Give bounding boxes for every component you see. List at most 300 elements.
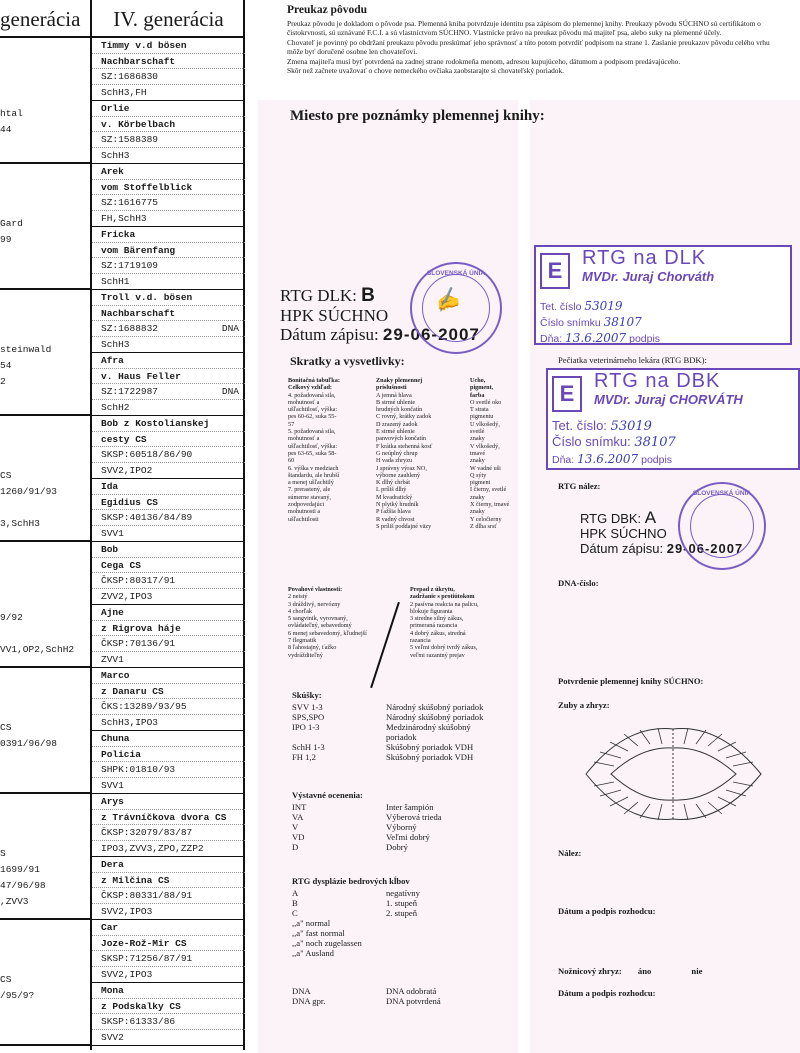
gen4-entry	[92, 668, 245, 731]
table-value: Skúšobný poriadok VDH	[386, 752, 474, 762]
table-row	[292, 712, 483, 722]
znaky-column	[376, 377, 466, 530]
table-key: SchH 1-3	[292, 742, 325, 752]
dog-kennel: cesty CS	[92, 432, 245, 448]
header-gen4: IV. generácia	[113, 7, 224, 31]
col-line: ovládateľný, sebavedomý	[288, 622, 352, 630]
dog-titles: FH,SchH3	[101, 212, 147, 224]
dna-mark: DNA	[221, 323, 239, 334]
table-heading: Výstavné ocenenia:	[292, 790, 363, 800]
dog-kennel: vom Bärenfang	[92, 243, 245, 259]
dog-titles: SchH3,IPO3	[101, 716, 159, 728]
rtg-dbk-datum: 29-06-2007	[666, 541, 744, 556]
col-heading: Znaky plemennej	[376, 377, 423, 384]
dna-table	[292, 986, 441, 1006]
table-row	[292, 722, 483, 732]
gen3-entry	[0, 542, 92, 668]
dog-reg: ČKSP:80331/88/91	[92, 888, 245, 904]
col-line: pigment	[470, 479, 491, 487]
col-line: veľmi razantný prejav	[410, 651, 465, 659]
col-line: F krátka stehenná kosť	[376, 442, 433, 450]
dog-reg: SKSP:40136/84/89	[92, 510, 245, 526]
col-line: G neúplný chrup	[376, 449, 418, 457]
col-line: 6. výška v medziach	[288, 464, 339, 472]
nie-option[interactable]: nie	[691, 966, 703, 976]
col-line: S príliš poddajné väzy	[376, 522, 432, 530]
dog-name: Timmy v.d bösen	[92, 38, 245, 54]
stamp1-dna-val: 13.6.2007	[565, 331, 627, 345]
table-value: Dobrý	[386, 842, 408, 852]
rtg-dbk-datum-label: Dátum zápisu:	[580, 541, 664, 556]
dna-cislo-label: DNA-číslo:	[558, 578, 599, 588]
dog-titles: SchH1	[101, 275, 130, 287]
gen3-entry	[0, 668, 92, 794]
dog-titles: ZVV1	[101, 653, 124, 665]
datum-stamp: 29-06-2007	[382, 325, 480, 344]
rtg-dlk-block	[280, 286, 388, 326]
table-heading: RTG dysplázie bedrových kĺbov	[292, 876, 410, 886]
rtg-dlk-stamp	[534, 245, 792, 345]
dog-kennel: vom Stoffelblick	[92, 180, 245, 196]
table-key: SVV 1-3	[292, 702, 323, 712]
gen3-entry	[0, 794, 92, 920]
gen3-entry	[0, 290, 92, 416]
col-line: svetlé	[470, 428, 485, 436]
dog-name: Ajne	[92, 605, 245, 621]
col-line: N plytký hrudník	[376, 501, 419, 509]
dog-reg: ČKS:13289/93/95	[92, 699, 245, 715]
rtg-dbk-grade: A	[644, 508, 657, 527]
col-line: mohutnosti a	[288, 508, 321, 516]
stamp1-title: RTG na DLK	[582, 247, 707, 269]
dog-reg: SHPK:01810/93	[92, 762, 245, 778]
doc-title: Preukaz pôvodu	[287, 4, 367, 16]
table-row	[292, 752, 483, 762]
stamp1-cislo-val: 38107	[603, 315, 642, 329]
table-key: VD	[292, 832, 305, 842]
col-line: pigmentu	[470, 413, 494, 421]
gen3-line	[0, 594, 92, 610]
dog-reg: ČKSP:32079/83/87	[92, 825, 245, 841]
col-line: vydrážditeľný	[288, 651, 323, 659]
col-line: ušľachtilosť, výška:	[288, 442, 338, 450]
dog-kennel: Nachbarschaft	[92, 54, 245, 70]
table-value: Národný skúšobný poriadok	[386, 712, 484, 722]
datum-podpis-label: Dátum a podpis rozhodcu:	[558, 906, 656, 916]
stamp2-dna: Dňa:	[552, 454, 575, 466]
table-key: D	[292, 842, 299, 852]
col-line: 4. požadovaná sila,	[288, 391, 336, 399]
gen3-line: 44	[0, 124, 12, 135]
gen4-entry	[92, 164, 245, 227]
table-key: ,,a" fast normal	[292, 928, 345, 938]
gen4-entry	[92, 920, 245, 983]
table-key: V	[292, 822, 299, 832]
col-line: tmavé	[470, 449, 486, 457]
col-line: V vlkošedý,	[470, 442, 500, 450]
stamp1-tet: Tet. číslo	[540, 301, 582, 313]
abbrev-heading: Skratky a vysvetlivky:	[290, 354, 405, 368]
col-line: U vlkošedý,	[470, 420, 500, 428]
dog-kennel: z Danaru CS	[92, 684, 245, 700]
gen4-entry	[92, 416, 245, 479]
gen3-line: 2	[0, 376, 6, 387]
col-line: pes 60-62, suka 55-	[288, 413, 337, 421]
gen3-line: 1699/91	[0, 864, 40, 875]
table-key: ,,a" Ausland	[292, 948, 334, 958]
col-line: ušľachtilosť, výška:	[288, 406, 338, 414]
col-line: X čierny, tmavé	[470, 501, 510, 509]
col-line: I čierny, svetlé	[470, 486, 507, 494]
stamp2-title: RTG na DBK	[594, 370, 721, 392]
prepad-column	[410, 586, 528, 659]
gen4-entry	[92, 479, 245, 542]
vystavne-table	[292, 790, 442, 852]
table-value: 1. stupeň	[386, 898, 418, 908]
col-line: súmerne stavaný,	[288, 493, 331, 501]
col-line: mohutnosť a	[288, 398, 320, 406]
gen4-entry	[92, 353, 245, 416]
gen3-line: ,ZVV3	[0, 896, 29, 907]
dog-reg: SKSP:71256/87/91	[92, 951, 245, 967]
col-line: Q sýty	[470, 471, 487, 479]
gen3-entry	[0, 920, 92, 1046]
seal-stamp-2	[678, 482, 766, 570]
col-line: L príliš dlhý	[376, 486, 407, 494]
para-1: Preukaz pôvodu je dokladom o pôvode psa. Plemenná kniha potvrdzuje identitu psa zápisom do plemennej knihy. Preukazy pôvodu SÚCHNO sú certifikátom o čistokrvnosti, sú uznávané F.C.I. a sú vlastníctvom SÚCHNO. Vlastnícke právo na preukaz pôvodu má majiteľ psa, alebo suky na plemenné účely.	[287, 19, 761, 38]
gen3-line: 3,SchH3	[0, 518, 40, 529]
stamp2-cislo-val: 38107	[634, 435, 676, 450]
table-value: Výborný	[386, 822, 417, 832]
gen3-line: CS	[0, 974, 12, 985]
table-heading: Skúšky:	[292, 690, 322, 700]
dog-name: Bob	[92, 542, 245, 558]
gen4-entry	[92, 542, 245, 605]
col-heading: farba	[470, 391, 485, 399]
gen3-line: 54	[0, 360, 12, 371]
dog-name: Arek	[92, 164, 245, 180]
col-line: O svetlé oko	[470, 398, 502, 406]
dog-kennel: v. Haus Feller	[92, 369, 245, 385]
col-line: D zrazený zadok	[376, 420, 418, 428]
dog-name: Car	[92, 920, 245, 936]
table-value: poriadok	[386, 732, 417, 742]
gen3-line: 9/92	[0, 612, 23, 623]
col-line: B strmé uhlenie	[376, 398, 416, 406]
rtg-dlk-grade: B	[361, 285, 375, 306]
gen4-column	[92, 38, 245, 1050]
col-line: znaky	[470, 493, 485, 501]
gen3-line: CS	[0, 470, 12, 481]
dog-reg: SKSP:61333/86	[92, 1014, 245, 1030]
para-2: Chovateľ je povinný po obdržaní preukazu pôvodu preskúmať jeho správnosť a túto potom potvrdiť podpisom na strane 1. Zaslanie preukazov pôvodu celého vrhu môže byť doručené osobne len chovateľovi.	[287, 37, 770, 57]
col-line: Y celočierny	[470, 515, 502, 523]
col-line: K dlhý chrbát	[376, 479, 411, 487]
table-value: DNA odobratá	[386, 986, 437, 996]
dog-name: Fricka	[92, 227, 245, 243]
col-line: J správny výraz NO,	[376, 464, 427, 472]
col-line: C rovný, krátky zadok	[376, 413, 432, 421]
table-value: Skúšobný poriadok VDH	[386, 742, 474, 752]
signature: ✍	[430, 284, 463, 316]
table-row	[292, 898, 420, 908]
gen3-line: 0391/96/98	[0, 738, 58, 749]
col-line: 3 dráždivý, nervózny	[288, 600, 341, 608]
zuby-label: Zuby a zhryz:	[558, 700, 610, 710]
col-line: R vadný chvost	[376, 515, 415, 523]
dog-name: Ida	[92, 479, 245, 495]
table-key: DNA	[292, 986, 311, 996]
table-row	[292, 938, 420, 948]
stamp1-podpis: podpis	[629, 333, 661, 345]
col-line: a menej ušľachtilý	[288, 479, 334, 487]
dog-titles: SVV2,IPO2	[101, 464, 153, 476]
table-value: negatívny	[386, 888, 420, 898]
table-key: ,,a" noch zugelassen	[292, 938, 362, 948]
gen4-entry	[92, 290, 245, 353]
col-line: 5 sangvinik, vyrovnaný,	[288, 615, 348, 623]
gen3-line: 1260/91/93	[0, 486, 58, 497]
gen3-line: /95/9?	[0, 990, 35, 1001]
col-line: 57	[288, 420, 295, 428]
rtg-dbk-label: RTG DBK:	[580, 511, 642, 526]
dog-kennel: z Rigrova háje	[92, 621, 245, 637]
gen4-entry	[92, 794, 245, 857]
skusky-table	[292, 690, 483, 762]
dog-reg: ČKSP:80317/91	[92, 573, 245, 589]
table-key: A	[292, 888, 299, 898]
col-heading: Povahové vlastnosti:	[288, 586, 343, 593]
table-row	[292, 732, 483, 742]
dna-mark: DNA	[221, 386, 239, 397]
dog-name: Chuna	[92, 731, 245, 747]
table-row	[292, 888, 420, 898]
seal-text: SLOVENSKÁ ÚNIA	[426, 270, 486, 277]
table-row	[292, 996, 441, 1006]
gen4-entry	[92, 101, 245, 164]
document-page	[258, 0, 800, 1053]
col-line: W vadné uši	[470, 464, 501, 472]
gen4-entry	[92, 983, 245, 1046]
gen3-entry	[0, 164, 92, 290]
dog-name: Bob z Kostolianskej	[92, 416, 245, 432]
dog-reg: SZ:1686830	[92, 69, 245, 85]
pedigree-header	[0, 0, 245, 38]
gen3-line: htal	[0, 108, 23, 119]
gen3-entry	[0, 416, 92, 542]
col-line: znaky	[470, 457, 485, 465]
rtg-dlk-label: RTG DLK:	[280, 286, 357, 305]
gen4-entry	[92, 857, 245, 920]
stamp2-tet-val: 53019	[610, 419, 652, 434]
col-line: primeraná razancia	[410, 622, 458, 630]
table-key: ,,a" normal	[292, 918, 331, 928]
dog-reg: SZ:1616775	[92, 195, 245, 211]
dog-kennel: z Trávníčkova dvora CS	[92, 810, 245, 826]
col-line: T strata	[470, 406, 489, 414]
notes-heading: Miesto pre poznámky plemennej knihy:	[290, 108, 545, 124]
table-row	[292, 702, 483, 712]
col-line: P ťažšia hlava	[376, 508, 411, 516]
col-line: H vada zhryzu	[376, 457, 413, 465]
dog-name: Troll v.d. bösen	[92, 290, 245, 306]
table-value: Medzinárodný skúšobný	[386, 722, 471, 732]
table-row	[292, 802, 442, 812]
table-key: C	[292, 908, 298, 918]
gen4-entry	[92, 731, 245, 794]
col-heading: zadržanie s protiútokom	[410, 593, 475, 601]
dog-name: Dera	[92, 857, 245, 873]
dog-titles: SVV2,IPO3	[101, 905, 153, 917]
table-row	[292, 832, 442, 842]
dog-reg: SZ:1588389	[92, 132, 245, 148]
dog-reg: SZ:1688832 DNA	[92, 321, 245, 337]
dog-kennel: z Milčina CS	[92, 873, 245, 889]
noznicovy-label	[558, 966, 702, 976]
dog-kennel: Joze-Rož-Mir CS	[92, 936, 245, 952]
teeth-diagram-icon	[566, 714, 781, 834]
col-line: A jemná hlava	[376, 391, 412, 399]
gen3-line: 47/96/98	[0, 880, 46, 891]
gen3-line: Gard	[0, 218, 23, 229]
col-line: znaky	[470, 435, 485, 443]
gen3-line	[0, 90, 92, 106]
dog-titles: SchH3	[101, 149, 130, 161]
table-value: Národný skúšobný poriadok	[386, 702, 484, 712]
dog-titles: IPO3,ZVV3,ZPO,ZZP2	[101, 842, 204, 854]
col-line: razancia	[410, 637, 431, 645]
datum-podpis-label-2: Dátum a podpis rozhodcu:	[558, 988, 656, 998]
col-line: zodpovedajúci	[288, 501, 325, 509]
col-line: panvových končatín	[376, 435, 427, 443]
dog-kennel: z Podskalky CS	[92, 999, 245, 1015]
dog-reg: SZ:1719109	[92, 258, 245, 274]
col-line: 3 stredne silný zákus,	[410, 615, 464, 623]
table-key: SPS,SPO	[292, 712, 325, 722]
col-line: pes 63-65, suka 58-	[288, 449, 337, 457]
col-line: Z dlha srsť	[470, 522, 498, 530]
dog-kennel: Cega CS	[92, 558, 245, 574]
col-line: mohutnosť a	[288, 435, 320, 443]
dog-kennel: Nachbarschaft	[92, 306, 245, 322]
stamp2-cislo: Číslo snímku:	[552, 434, 631, 449]
table-row	[292, 986, 441, 996]
stamp2-name: MVDr. Juraj CHORVÁTH	[594, 392, 743, 407]
doc-paragraph	[287, 19, 787, 75]
stamp2-e-icon: E	[552, 376, 582, 412]
dog-kennel: v. Körbelbach	[92, 117, 245, 133]
table-value: Veľmi dobrý	[386, 832, 430, 842]
stamp2-podpis: podpis	[641, 454, 673, 466]
gen3-line: VV1,OP2,SchH2	[0, 644, 75, 655]
pecatka-label: Pečiatka veterinárneho lekára (RTG BDK):	[558, 355, 707, 365]
col-line: blokuje figuranta	[410, 607, 453, 615]
col-heading: príslušnosti	[376, 384, 407, 392]
stamp2-tet: Tet. číslo:	[552, 418, 607, 433]
dog-titles: SVV1	[101, 779, 124, 791]
dog-titles: SVV2	[101, 1031, 124, 1043]
table-row	[292, 742, 483, 752]
table-key: DNA gpr.	[292, 996, 326, 1006]
table-row	[292, 908, 420, 918]
dog-titles: SVV2,IPO3	[101, 968, 153, 980]
table-key: IPO 1-3	[292, 722, 320, 732]
col-heading: pigment,	[470, 384, 494, 392]
table-row	[292, 928, 420, 938]
col-heading: Celkový vzhľad:	[288, 384, 332, 392]
dog-name: Orlie	[92, 101, 245, 117]
gen4-entry	[92, 38, 245, 101]
table-key: FH 1,2	[292, 752, 316, 762]
stamp1-name: MVDr. Juraj Chorváth	[582, 269, 715, 284]
noznicovy-text: Nožnicový zhryz:	[558, 966, 622, 976]
dog-kennel: Policia	[92, 747, 245, 763]
col-line: 7. prerastený, ale	[288, 486, 331, 494]
para-4: Skôr než začnete uvažovať o chove nemeckého ovčiaka zaobstarajte si chovateľský poriadok.	[287, 66, 565, 76]
nalez-label: Nález:	[558, 848, 582, 858]
gen3-entry	[0, 38, 92, 164]
ano-option[interactable]: áno	[637, 966, 652, 976]
dysplazia-table	[292, 876, 420, 958]
dog-titles: ZVV2,IPO3	[101, 590, 153, 602]
datum-label: Dátum zápisu:	[280, 325, 379, 344]
col-line: hrudných končatín	[376, 406, 423, 414]
col-line: 4 dobrý zákus, stredná	[410, 629, 466, 637]
stamp2-dna-val: 13.6.2007	[577, 452, 639, 466]
gen3-line: S	[0, 848, 6, 859]
dog-name: Afra	[92, 353, 245, 369]
col-line: ušľachtilosti	[288, 515, 319, 523]
seal-text-2: SLOVENSKÁ ÚNIA	[692, 490, 752, 497]
stamp1-cislo: Číslo snímku	[540, 317, 601, 329]
para-3: Zmena majiteľa musí byť potvrdená na zadnej strane rodokmeňa menom, adresou kupujúceho, dátumom a podpisom predávajúceho.	[287, 56, 681, 66]
table-value: 2. stupeň	[386, 908, 418, 918]
table-key: VA	[292, 812, 304, 822]
dog-name: Marco	[92, 668, 245, 684]
table-key	[292, 732, 386, 742]
col-heading: Ucho,	[470, 377, 486, 384]
pedigree-table	[0, 0, 245, 1050]
gen3-line: CS	[0, 722, 12, 733]
dog-reg: SZ:1722987 DNA	[92, 384, 245, 400]
header-gen3: generácia	[0, 0, 92, 36]
table-row	[292, 948, 420, 958]
table-key: INT	[292, 802, 307, 812]
table-value: Inter šampión	[386, 802, 434, 812]
ucho-column	[470, 377, 526, 530]
col-line: 60	[288, 457, 295, 465]
dog-name: Mona	[92, 983, 245, 999]
col-line: 8 ľahostajný, ťažko	[288, 644, 337, 652]
dog-name: Arys	[92, 794, 245, 810]
table-value: DNA potvrdená	[386, 996, 441, 1006]
gen3-line: steinwald	[0, 344, 52, 355]
hpk-suchno: HPK SÚCHNO	[280, 306, 389, 325]
table-value: Výberová trieda	[386, 812, 442, 822]
stamp-e-icon: E	[540, 253, 570, 289]
gen3-line: 99	[0, 234, 12, 245]
col-line: 7 flegmatik	[288, 637, 317, 645]
col-line: 2 neistý	[288, 593, 308, 601]
col-line: 4 chorľak	[288, 607, 312, 615]
col-heading: Prepad z úkrytu,	[410, 586, 455, 593]
gen4-entry	[92, 605, 245, 668]
table-row	[292, 918, 420, 928]
col-line: M kvadratický	[376, 493, 413, 501]
dog-kennel: Egidius CS	[92, 495, 245, 511]
col-line: znaky	[470, 508, 485, 516]
rtg-nalez-label: RTG nález:	[558, 481, 601, 491]
